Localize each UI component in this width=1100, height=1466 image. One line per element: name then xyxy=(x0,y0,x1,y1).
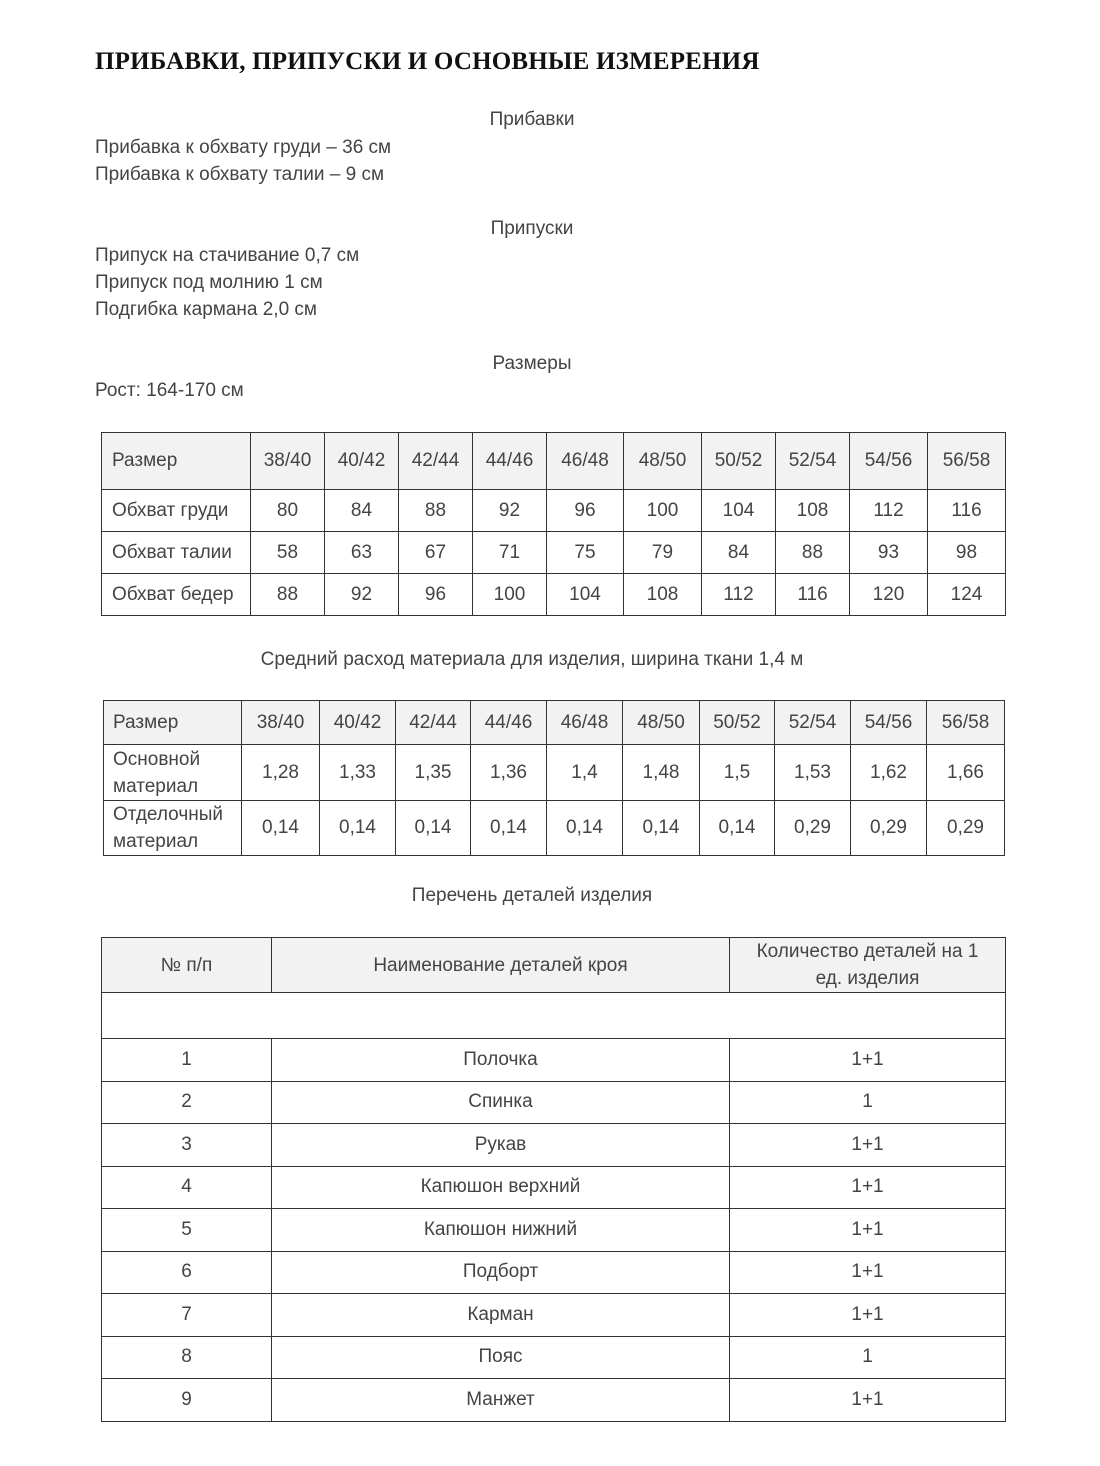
fabric-row-label-line: материал xyxy=(113,775,199,797)
fabric-cell: 1,28 xyxy=(242,745,320,801)
measurement-cell: 116 xyxy=(928,490,1006,532)
part-name: Капюшон нижний xyxy=(272,1209,730,1252)
table-row xyxy=(102,1336,1006,1379)
measurement-cell: 88 xyxy=(251,574,325,616)
size-column-header: 52/54 xyxy=(776,433,850,490)
fabric-row-trim xyxy=(104,801,1005,856)
measurement-cell: 108 xyxy=(776,490,850,532)
size-column-header: 38/40 xyxy=(242,701,320,745)
allowance-line: Прибавка к обхвату талии – 9 см xyxy=(95,164,385,185)
part-number: 4 xyxy=(102,1166,272,1209)
size-column-header: 56/58 xyxy=(927,701,1005,745)
fabric-cell: 1,4 xyxy=(547,745,623,801)
measurement-cell: 79 xyxy=(624,532,702,574)
part-qty: 1+1 xyxy=(730,1124,1006,1167)
size-column-header: 40/42 xyxy=(320,701,396,745)
table-row xyxy=(102,1081,1006,1124)
measurement-row-hips xyxy=(102,574,1006,616)
parts-empty-row xyxy=(102,993,1006,1039)
sizes-table xyxy=(101,432,1006,616)
size-column-header: 50/52 xyxy=(700,701,775,745)
sizes-header-row xyxy=(102,433,1006,490)
measurement-cell: 100 xyxy=(624,490,702,532)
fabric-cell: 1,53 xyxy=(775,745,851,801)
table-row xyxy=(102,1124,1006,1167)
size-column-header: 46/48 xyxy=(547,701,623,745)
fabric-cell: 0,14 xyxy=(320,801,396,856)
measurement-cell: 124 xyxy=(928,574,1006,616)
size-column-header: 48/50 xyxy=(624,433,702,490)
parts-col-name: Наименование деталей кроя xyxy=(272,938,730,993)
part-qty: 1+1 xyxy=(730,1379,1006,1422)
part-number: 1 xyxy=(102,1039,272,1082)
size-column-header: 44/46 xyxy=(471,701,547,745)
measurement-cell: 92 xyxy=(473,490,547,532)
fabric-cell: 0,14 xyxy=(471,801,547,856)
size-column-header: 40/42 xyxy=(325,433,399,490)
measurement-cell: 120 xyxy=(850,574,928,616)
table-row xyxy=(102,1251,1006,1294)
table-row xyxy=(102,1379,1006,1422)
seams-heading: Припуски xyxy=(490,218,574,239)
parts-col-qty xyxy=(730,938,1006,993)
measurement-cell: 84 xyxy=(702,532,776,574)
part-qty: 1+1 xyxy=(730,1209,1006,1252)
fabric-cell: 1,62 xyxy=(851,745,927,801)
part-qty: 1+1 xyxy=(730,1294,1006,1337)
fabric-cell: 0,14 xyxy=(623,801,700,856)
measurement-cell: 80 xyxy=(251,490,325,532)
parts-empty-cell xyxy=(102,993,1006,1039)
fabric-cell: 0,14 xyxy=(700,801,775,856)
fabric-cell: 1,33 xyxy=(320,745,396,801)
fabric-cell: 0,14 xyxy=(547,801,623,856)
measurement-cell: 96 xyxy=(547,490,624,532)
part-qty: 1+1 xyxy=(730,1039,1006,1082)
part-name: Капюшон верхний xyxy=(272,1166,730,1209)
size-column-header: 42/44 xyxy=(399,433,473,490)
fabric-cell: 0,14 xyxy=(242,801,320,856)
measurement-cell: 108 xyxy=(624,574,702,616)
fabric-row-label xyxy=(104,745,242,801)
parts-header-row xyxy=(102,938,1006,993)
measurement-label: Обхват талии xyxy=(102,532,251,574)
fabric-cell: 0,29 xyxy=(775,801,851,856)
size-column-header: 54/56 xyxy=(850,433,928,490)
fabric-row-main xyxy=(104,745,1005,801)
part-name: Рукав xyxy=(272,1124,730,1167)
parts-col-qty-line: Количество деталей на 1 xyxy=(756,941,979,962)
parts-col-qty-line: ед. изделия xyxy=(815,968,920,989)
part-number: 7 xyxy=(102,1294,272,1337)
measurement-cell: 116 xyxy=(776,574,850,616)
fabric-cell: 1,36 xyxy=(471,745,547,801)
table-row xyxy=(102,1209,1006,1252)
page-title: ПРИБАВКИ, ПРИПУСКИ И ОСНОВНЫЕ ИЗМЕРЕНИЯ xyxy=(95,48,760,75)
size-column-header: 38/40 xyxy=(251,433,325,490)
part-name: Спинка xyxy=(272,1081,730,1124)
fabric-cell: 0,14 xyxy=(396,801,471,856)
measurement-cell: 75 xyxy=(547,532,624,574)
part-name: Пояс xyxy=(272,1336,730,1379)
part-name: Карман xyxy=(272,1294,730,1337)
size-column-header: 52/54 xyxy=(775,701,851,745)
measurement-cell: 100 xyxy=(473,574,547,616)
size-column-header: 50/52 xyxy=(702,433,776,490)
part-number: 5 xyxy=(102,1209,272,1252)
fabric-row-label-line: материал xyxy=(113,831,199,852)
fabric-cell: 0,29 xyxy=(851,801,927,856)
fabric-cell: 1,5 xyxy=(700,745,775,801)
measurement-cell: 98 xyxy=(928,532,1006,574)
fabric-row-label-line: Отделочный xyxy=(113,804,223,825)
allowances-heading: Прибавки xyxy=(489,109,575,130)
height-range: Рост: 164-170 см xyxy=(95,380,244,401)
fabric-row-label xyxy=(104,801,242,856)
measurement-cell: 58 xyxy=(251,532,325,574)
sizes-heading: Размеры xyxy=(492,353,572,374)
part-qty: 1 xyxy=(730,1081,1006,1124)
parts-heading: Перечень деталей изделия xyxy=(411,885,653,906)
size-column-header: 46/48 xyxy=(547,433,624,490)
part-qty: 1+1 xyxy=(730,1251,1006,1294)
part-number: 9 xyxy=(102,1379,272,1422)
fabric-cell: 0,29 xyxy=(927,801,1005,856)
measurement-cell: 88 xyxy=(776,532,850,574)
table-row xyxy=(102,1294,1006,1337)
size-column-header: 44/46 xyxy=(473,433,547,490)
part-qty: 1+1 xyxy=(730,1166,1006,1209)
fabric-cell: 1,66 xyxy=(927,745,1005,801)
measurement-cell: 104 xyxy=(702,490,776,532)
measurement-cell: 71 xyxy=(473,532,547,574)
parts-table xyxy=(101,937,1006,1422)
measurement-cell: 112 xyxy=(850,490,928,532)
measurement-cell: 88 xyxy=(399,490,473,532)
table-row xyxy=(102,1166,1006,1209)
fabric-table xyxy=(103,700,1005,856)
fabric-header-label: Размер xyxy=(104,701,242,745)
part-name: Подборт xyxy=(272,1251,730,1294)
fabric-header-row xyxy=(104,701,1005,745)
measurement-cell: 63 xyxy=(325,532,399,574)
measurement-cell: 67 xyxy=(399,532,473,574)
size-column-header: 42/44 xyxy=(396,701,471,745)
measurement-cell: 112 xyxy=(702,574,776,616)
part-number: 2 xyxy=(102,1081,272,1124)
table-row xyxy=(102,1039,1006,1082)
fabric-cell: 1,48 xyxy=(623,745,700,801)
part-qty: 1 xyxy=(730,1336,1006,1379)
measurement-cell: 96 xyxy=(399,574,473,616)
sizes-header-label: Размер xyxy=(102,433,251,490)
measurement-label: Обхват бедер xyxy=(102,574,251,616)
measurement-cell: 84 xyxy=(325,490,399,532)
allowance-line: Прибавка к обхвату груди – 36 см xyxy=(95,137,392,158)
measurement-cell: 92 xyxy=(325,574,399,616)
part-name: Манжет xyxy=(272,1379,730,1422)
measurement-row-waist xyxy=(102,532,1006,574)
fabric-heading: Средний расход материала для изделия, ширина ткани 1,4 м xyxy=(260,649,804,670)
part-number: 6 xyxy=(102,1251,272,1294)
size-column-header: 56/58 xyxy=(928,433,1006,490)
parts-col-number: № п/п xyxy=(102,938,272,993)
size-column-header: 54/56 xyxy=(851,701,927,745)
measurement-cell: 93 xyxy=(850,532,928,574)
fabric-row-label-line: Основной xyxy=(113,748,201,770)
seam-line: Припуск под молнию 1 см xyxy=(95,272,323,293)
seam-line: Припуск на стачивание 0,7 см xyxy=(95,245,360,266)
seam-line: Подгибка кармана 2,0 см xyxy=(95,299,317,320)
measurement-cell: 104 xyxy=(547,574,624,616)
measurement-label: Обхват груди xyxy=(102,490,251,532)
part-number: 3 xyxy=(102,1124,272,1167)
part-number: 8 xyxy=(102,1336,272,1379)
part-name: Полочка xyxy=(272,1039,730,1082)
measurement-row-chest xyxy=(102,490,1006,532)
fabric-cell: 1,35 xyxy=(396,745,471,801)
size-column-header: 48/50 xyxy=(623,701,700,745)
